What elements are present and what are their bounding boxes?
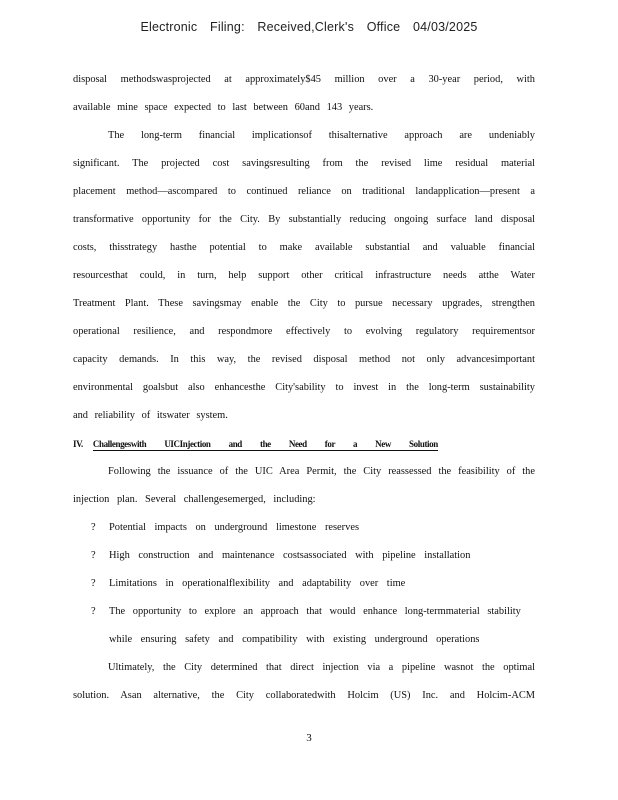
bullet-marker: ? xyxy=(91,606,96,617)
page-number: 3 xyxy=(306,732,312,744)
list-item-text: Potential impacts on underground limestone reserves xyxy=(109,522,359,533)
list-item xyxy=(73,518,535,546)
text-line: available mine space expected to last between 60and 143 years. xyxy=(73,102,374,113)
text-line: Following the issuance of the UIC Area Permit, the City reassessed the feasibility of the xyxy=(108,466,535,477)
bullet-marker: ? xyxy=(91,550,96,561)
section-title: Challengeswith UICInjection and the Need for a New Solution xyxy=(92,439,438,449)
list-item xyxy=(73,574,535,602)
text-line: and reliability of itswater system. xyxy=(73,410,228,421)
list-item xyxy=(73,602,535,630)
list-item-continuation: while ensuring safety and compatibility with existing underground operations xyxy=(109,634,480,645)
bullet-marker: ? xyxy=(91,578,96,589)
text-line: placement method—ascompared to continued reliance on traditional landapplication—present a xyxy=(73,186,535,197)
text-line: transformative opportunity for the City. By substantially reducing ongoing surface land disposal xyxy=(73,214,535,225)
text-line: solution. Asan alternative, the City collaboratedwith Holcim (US) Inc. and Holcim-ACM xyxy=(73,690,535,701)
filing-header: Electronic Filing: Received,Clerk's Office 04/03/2025 xyxy=(140,20,478,34)
list-item xyxy=(73,546,535,574)
text-line: injection plan. Several challengesemerged, including: xyxy=(73,494,316,505)
section-heading xyxy=(73,434,535,462)
text-line: significant. The projected cost savingsresulting from the revised lime residual material xyxy=(73,158,535,169)
section-number: IV. xyxy=(73,439,83,449)
text-line: disposal methodswasprojected at approximately$45 million over a 30-year period, with xyxy=(73,74,535,85)
bullet-marker: ? xyxy=(91,522,96,533)
text-line: resourcesthat could, in turn, help support other critical infrastructure needs atthe Water xyxy=(73,270,535,281)
list-item-text: The opportunity to explore an approach that would enhance long-termmaterial stability xyxy=(109,606,521,617)
text-line: Ultimately, the City determined that direct injection via a pipeline wasnot the optimal xyxy=(108,662,535,673)
document-body xyxy=(73,70,535,714)
text-line: capacity demands. In this way, the revised disposal method not only advancesimportant xyxy=(73,354,535,365)
text-line: operational resilience, and respondmore effectively to evolving regulatory requirementsor xyxy=(73,326,535,337)
text-line: Treatment Plant. These savingsmay enable the City to pursue necessary upgrades, strengthen xyxy=(73,298,535,309)
text-line: costs, thisstrategy hasthe potential to make available substantial and valuable financial xyxy=(73,242,535,253)
list-item-text: Limitations in operationalflexibility and adaptability over time xyxy=(109,578,406,589)
text-line: The long-term financial implicationsof thisalternative approach are undeniably xyxy=(108,130,535,141)
text-line: environmental goalsbut also enhancesthe City'sability to invest in the long-term sustainability xyxy=(73,382,535,393)
list-item-text: High construction and maintenance costsassociated with pipeline installation xyxy=(109,550,471,561)
